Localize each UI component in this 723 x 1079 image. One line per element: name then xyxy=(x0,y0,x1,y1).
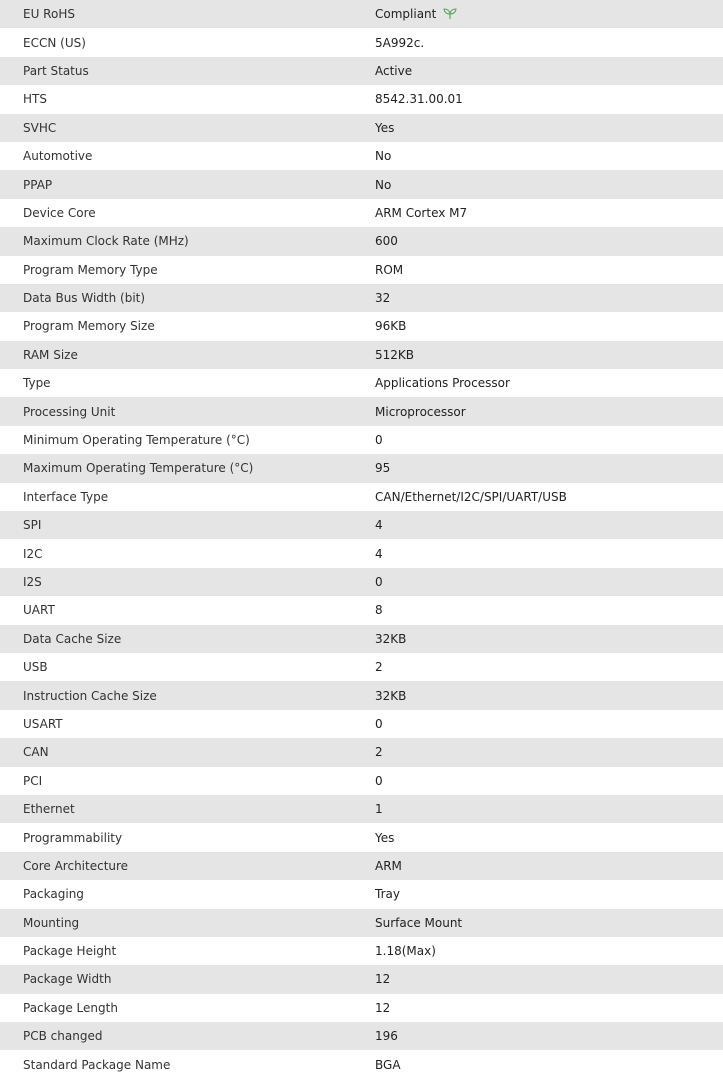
spec-label: Minimum Operating Temperature (°C) xyxy=(23,433,250,448)
spec-row xyxy=(0,0,723,28)
spec-label: RAM Size xyxy=(23,347,78,362)
spec-value-text: Yes xyxy=(375,120,395,135)
spec-row xyxy=(0,256,723,284)
spec-row xyxy=(0,57,723,85)
spec-value-text: 1.18(Max) xyxy=(375,944,436,959)
spec-value xyxy=(375,92,723,106)
spec-row xyxy=(0,1022,723,1050)
spec-value xyxy=(375,518,723,532)
spec-row xyxy=(0,142,723,170)
spec-label: Maximum Clock Rate (MHz) xyxy=(23,234,189,249)
spec-label: Program Memory Size xyxy=(23,319,155,334)
spec-label: HTS xyxy=(23,92,47,107)
spec-value xyxy=(375,774,723,788)
spec-value-text: 8542.31.00.01 xyxy=(375,92,463,107)
spec-value-text: No xyxy=(375,149,392,164)
spec-value xyxy=(375,234,723,248)
spec-value-text: 196 xyxy=(375,1029,398,1044)
spec-label: Interface Type xyxy=(23,489,109,504)
spec-value xyxy=(375,7,723,21)
spec-value-text: BGA xyxy=(375,1057,401,1072)
spec-row xyxy=(0,170,723,198)
spec-value xyxy=(375,149,723,163)
spec-value-text: 8 xyxy=(375,603,383,618)
spec-label: Data Bus Width (bit) xyxy=(23,291,146,306)
spec-value xyxy=(375,916,723,930)
spec-value xyxy=(375,490,723,504)
spec-value-text: Microprocessor xyxy=(375,404,466,419)
spec-value xyxy=(375,689,723,703)
spec-row xyxy=(0,1050,723,1078)
spec-label: Package Height xyxy=(23,944,117,959)
spec-value-text: ARM Cortex M7 xyxy=(375,205,468,220)
spec-value xyxy=(375,575,723,589)
spec-value xyxy=(375,376,723,390)
spec-value xyxy=(375,121,723,135)
spec-row xyxy=(0,710,723,738)
spec-value xyxy=(375,547,723,561)
spec-value xyxy=(375,859,723,873)
spec-row xyxy=(0,568,723,596)
spec-label: Mounting xyxy=(23,915,80,930)
spec-label: Device Core xyxy=(23,205,96,220)
spec-value-text: 5A992c. xyxy=(375,35,425,50)
spec-value-text: 95 xyxy=(375,461,391,476)
spec-value-text: 2 xyxy=(375,745,383,760)
spec-label: Type xyxy=(23,376,51,391)
spec-label: Packaging xyxy=(23,887,84,902)
spec-value xyxy=(375,802,723,816)
spec-row xyxy=(0,28,723,56)
spec-value-text: 4 xyxy=(375,546,383,561)
spec-value-text: 0 xyxy=(375,716,383,731)
spec-value xyxy=(375,319,723,333)
spec-label: Instruction Cache Size xyxy=(23,688,157,703)
spec-label: SPI xyxy=(23,518,42,533)
spec-row xyxy=(0,539,723,567)
spec-label: Automotive xyxy=(23,149,93,164)
spec-value-text: 12 xyxy=(375,972,391,987)
spec-value xyxy=(375,1029,723,1043)
spec-value-text: 600 xyxy=(375,234,398,249)
spec-row xyxy=(0,369,723,397)
spec-row xyxy=(0,965,723,993)
spec-label: PCI xyxy=(23,773,43,788)
spec-label: Ethernet xyxy=(23,802,75,817)
spec-value-text: 0 xyxy=(375,433,383,448)
spec-value xyxy=(375,36,723,50)
spec-value xyxy=(375,178,723,192)
spec-row xyxy=(0,994,723,1022)
spec-row xyxy=(0,454,723,482)
spec-label: Program Memory Type xyxy=(23,262,158,277)
spec-value-text: ROM xyxy=(375,262,404,277)
spec-value xyxy=(375,1001,723,1015)
spec-label: PPAP xyxy=(23,177,53,192)
spec-label: UART xyxy=(23,603,55,618)
spec-value-text: CAN/Ethernet/I2C/SPI/UART/USB xyxy=(375,489,567,504)
spec-row xyxy=(0,596,723,624)
spec-row xyxy=(0,284,723,312)
spec-label: Processing Unit xyxy=(23,404,116,419)
spec-value-text: 96KB xyxy=(375,319,407,334)
spec-label: Package Length xyxy=(23,1000,118,1015)
spec-value-text: 0 xyxy=(375,575,383,589)
spec-label: Programmability xyxy=(23,830,123,845)
spec-value-text: 32KB xyxy=(375,688,407,703)
spec-value-text: 0 xyxy=(375,773,383,788)
spec-value xyxy=(375,206,723,220)
spec-row xyxy=(0,312,723,340)
spec-row xyxy=(0,852,723,880)
spec-value-text: 32KB xyxy=(375,631,407,646)
spec-label: Part Status xyxy=(23,63,89,78)
spec-row xyxy=(0,199,723,227)
spec-value-text: Tray xyxy=(375,887,400,902)
spec-label: Core Architecture xyxy=(23,858,129,873)
spec-value xyxy=(375,263,723,277)
spec-label: USART xyxy=(23,716,63,731)
spec-value xyxy=(375,887,723,901)
spec-value-text: 512KB xyxy=(375,347,415,362)
spec-label: I2C xyxy=(23,546,43,561)
spec-row xyxy=(0,653,723,681)
spec-row xyxy=(0,483,723,511)
spec-label: Package Width xyxy=(23,972,112,987)
spec-value xyxy=(375,944,723,958)
spec-row xyxy=(0,681,723,709)
spec-label: Standard Package Name xyxy=(23,1057,171,1072)
spec-label: CAN xyxy=(23,745,49,760)
spec-value xyxy=(375,291,723,305)
spec-row xyxy=(0,767,723,795)
spec-value xyxy=(375,972,723,986)
spec-label: Data Cache Size xyxy=(23,631,122,646)
spec-row xyxy=(0,397,723,425)
spec-row xyxy=(0,85,723,113)
spec-label: PCB changed xyxy=(23,1029,103,1044)
spec-value xyxy=(375,603,723,617)
spec-value xyxy=(375,433,723,447)
spec-value xyxy=(375,64,723,78)
spec-row xyxy=(0,823,723,851)
spec-row xyxy=(0,738,723,766)
spec-value-text: 1 xyxy=(375,802,383,817)
spec-value-text: 32 xyxy=(375,291,391,306)
spec-value xyxy=(375,405,723,419)
spec-row xyxy=(0,227,723,255)
spec-value-text: 12 xyxy=(375,1000,391,1015)
spec-value-text: No xyxy=(375,177,392,192)
spec-label: ECCN (US) xyxy=(23,35,86,50)
spec-value-text: Surface Mount xyxy=(375,915,463,930)
spec-row xyxy=(0,795,723,823)
spec-label: EU RoHS xyxy=(23,7,75,22)
spec-row xyxy=(0,937,723,965)
spec-row xyxy=(0,426,723,454)
spec-label: USB xyxy=(23,660,48,675)
spec-value-text: 4 xyxy=(375,518,383,533)
spec-label: SVHC xyxy=(23,120,57,135)
spec-value xyxy=(375,632,723,646)
spec-row xyxy=(0,909,723,937)
spec-value-text: 2 xyxy=(375,660,383,675)
spec-value-text: Yes xyxy=(375,830,395,845)
spec-value xyxy=(375,461,723,475)
spec-row xyxy=(0,114,723,142)
spec-value xyxy=(375,1058,723,1072)
spec-value-text: Compliant xyxy=(375,7,437,22)
spec-value-text: Applications Processor xyxy=(375,376,510,391)
spec-value xyxy=(375,717,723,731)
leaf-icon xyxy=(443,8,457,20)
spec-value-text: ARM xyxy=(375,858,402,873)
spec-value xyxy=(375,660,723,674)
spec-row xyxy=(0,341,723,369)
spec-value xyxy=(375,831,723,845)
spec-value xyxy=(375,348,723,362)
spec-label: I2S xyxy=(23,575,42,589)
spec-row xyxy=(0,511,723,539)
spec-value-text: Active xyxy=(375,63,413,78)
spec-value xyxy=(375,745,723,759)
spec-label: Maximum Operating Temperature (°C) xyxy=(23,461,254,476)
spec-row xyxy=(0,625,723,653)
spec-row xyxy=(0,880,723,908)
